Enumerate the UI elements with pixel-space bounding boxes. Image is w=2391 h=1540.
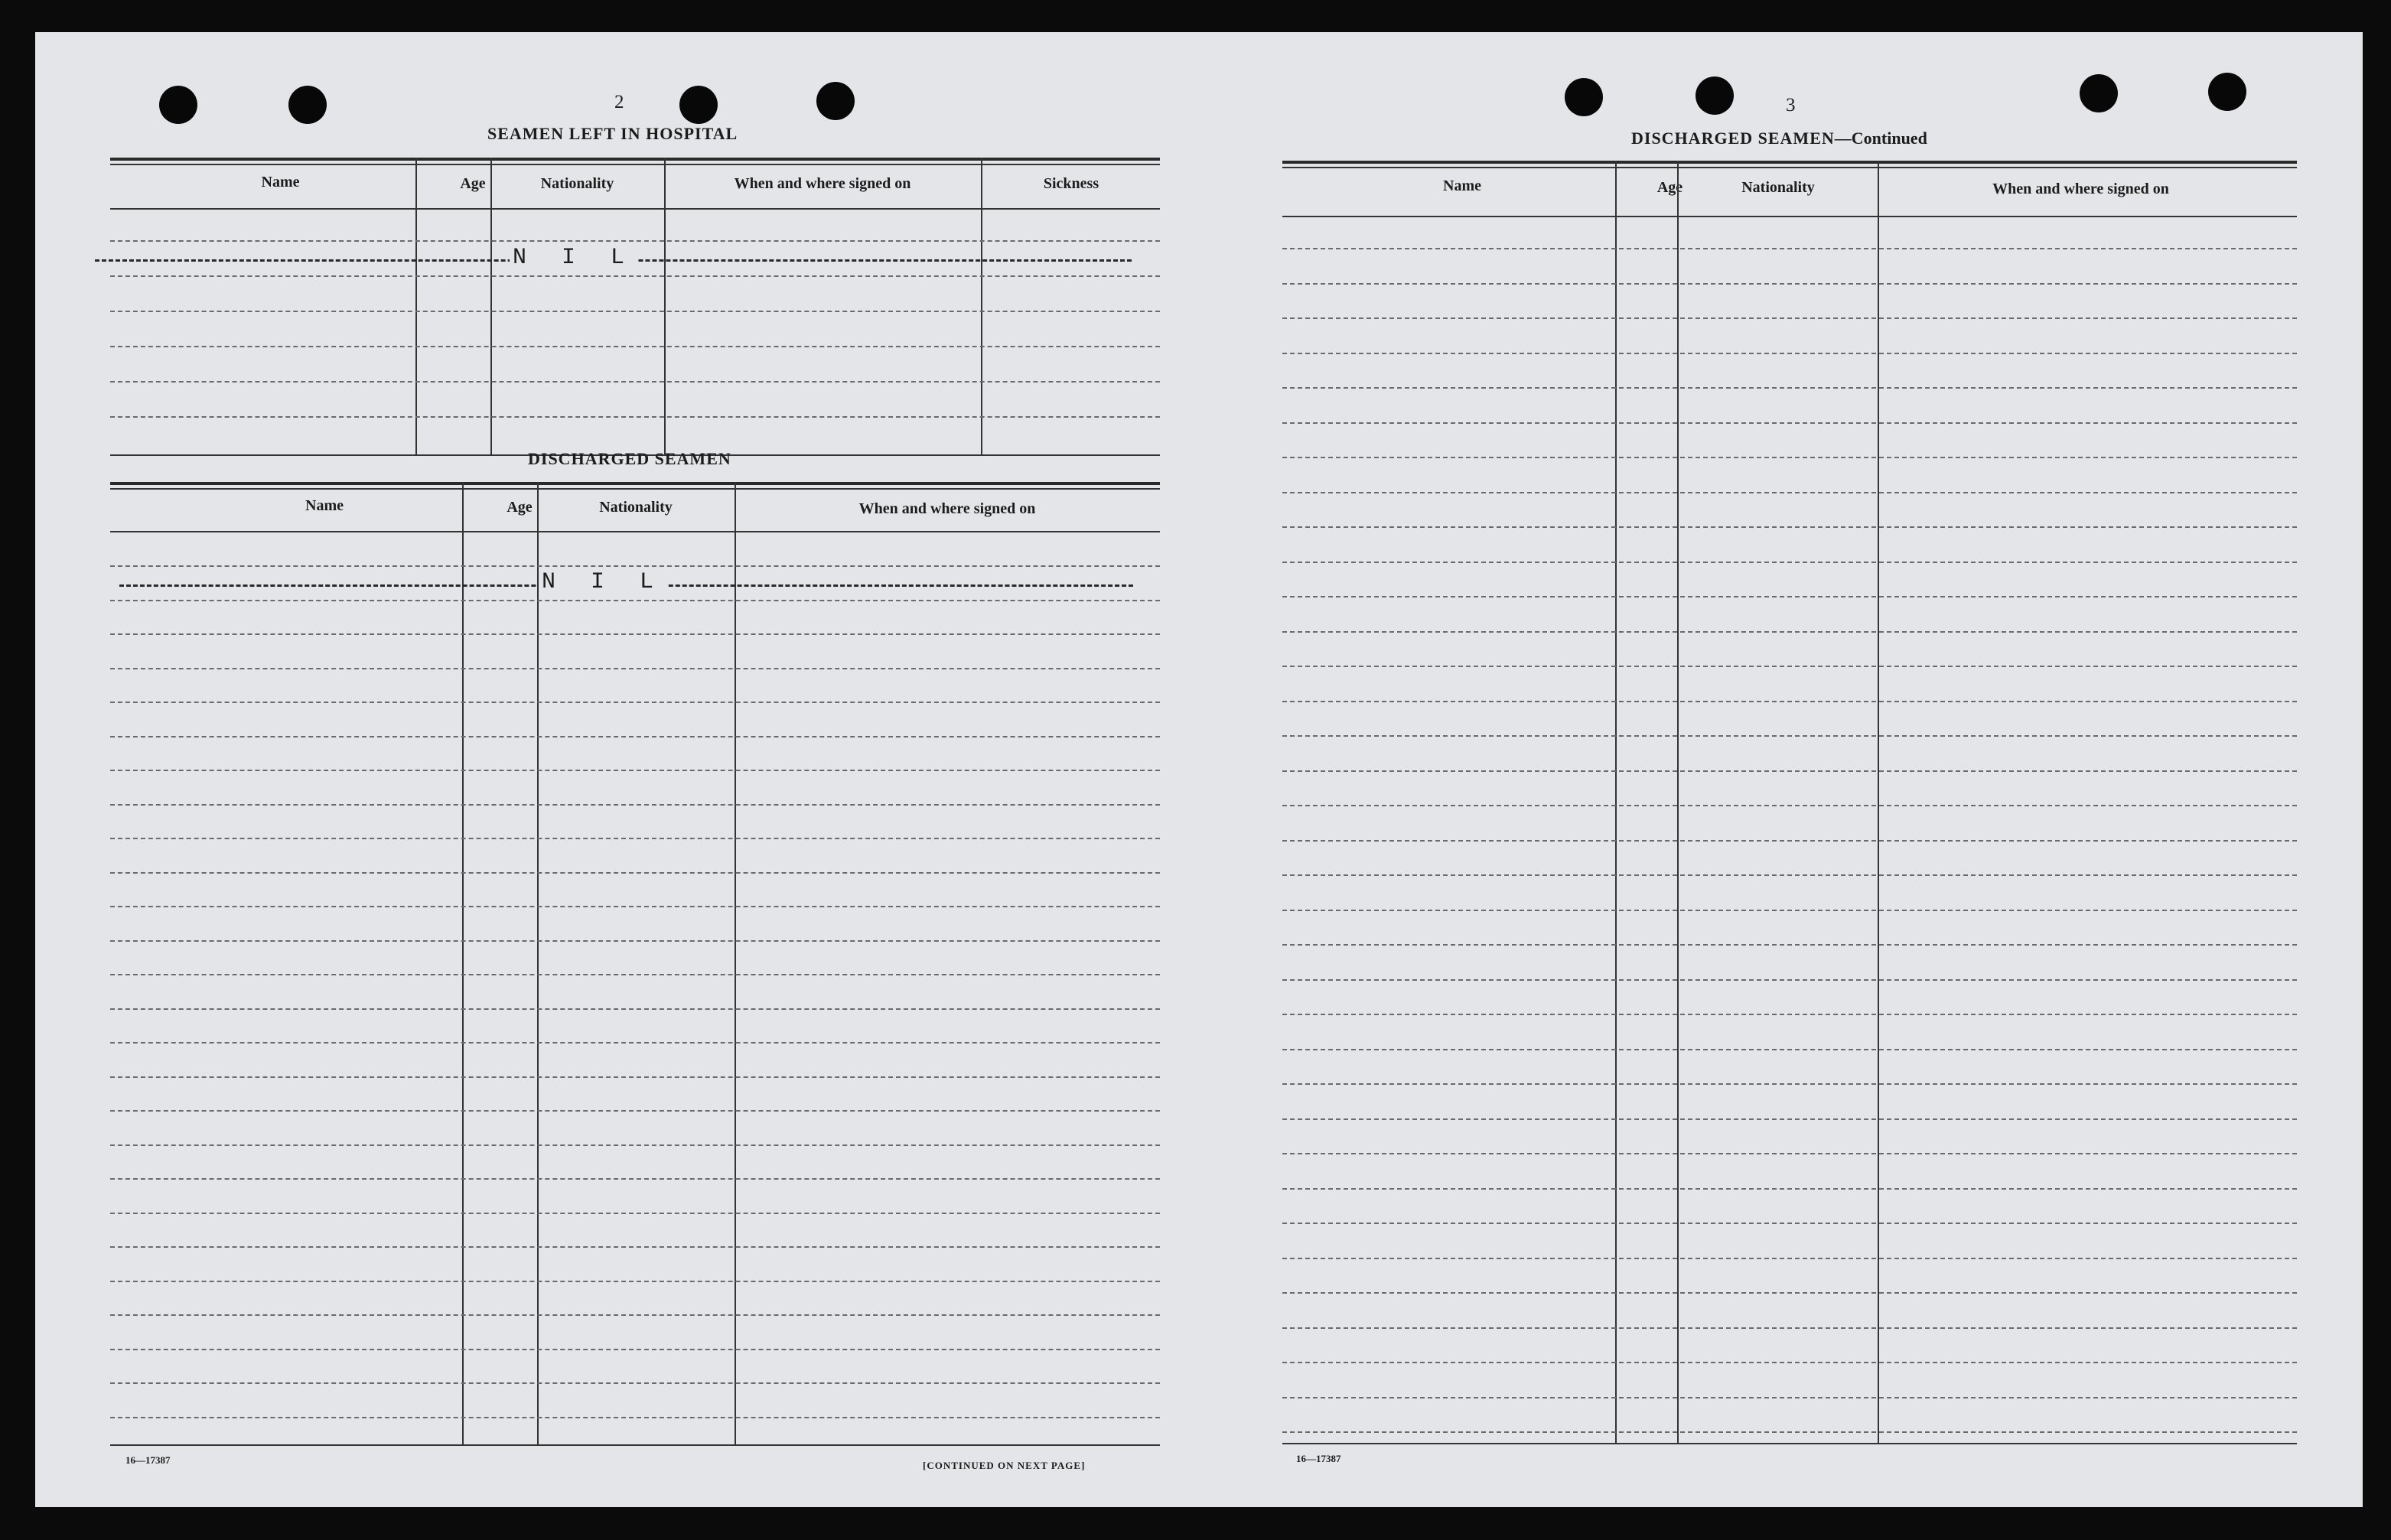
column-header-signed-on: When and where signed on: [858, 500, 1036, 517]
page-right: [1198, 32, 2363, 1507]
table-row: [1282, 526, 2297, 528]
table-row: [1282, 1292, 2297, 1294]
form-number: 16—17387: [125, 1454, 171, 1466]
table-row: [1282, 1014, 2297, 1015]
table-row: [110, 940, 1160, 942]
table-row: [1282, 1327, 2297, 1329]
table-row: [1282, 492, 2297, 493]
table-row: [1282, 1083, 2297, 1085]
table-row: [110, 381, 1160, 383]
table-row: [1282, 387, 2297, 389]
table-row: [110, 346, 1160, 347]
punch-hole: [2208, 73, 2246, 111]
punch-hole: [1565, 78, 1603, 116]
nil-entry: N I L: [539, 569, 667, 595]
table-row: [1282, 1362, 2297, 1363]
table-row: [110, 1178, 1160, 1180]
column-header-sickness: Sickness: [1043, 175, 1099, 192]
table-row: [1282, 701, 2297, 702]
column-header-signed-on: When and where signed on: [1992, 181, 2169, 197]
table-row: [1282, 353, 2297, 354]
punch-hole: [1696, 77, 1734, 115]
discharged-continued-title: DISCHARGED SEAMEN—Continued: [1631, 129, 1927, 148]
punch-hole: [816, 82, 855, 120]
column-header-signed-on: When and where signed on: [734, 175, 911, 192]
table-row: [1282, 910, 2297, 911]
table-row: [1282, 770, 2297, 772]
table-row: [110, 275, 1160, 277]
punch-hole: [159, 86, 197, 124]
table-row: [110, 311, 1160, 312]
table-row: [110, 1314, 1160, 1316]
table-row: [110, 1349, 1160, 1350]
table-row: [110, 974, 1160, 975]
table-row: [1282, 874, 2297, 876]
table-row: [1282, 979, 2297, 981]
table-row: [110, 702, 1160, 703]
table-row: [110, 1417, 1160, 1418]
table-row: [110, 240, 1160, 242]
punch-hole: [2080, 74, 2118, 112]
discharged-section-title: DISCHARGED SEAMEN: [528, 449, 731, 468]
table-row: [110, 838, 1160, 839]
page-number: 2: [614, 92, 624, 112]
punch-hole: [679, 86, 718, 124]
column-header-nationality: Nationality: [540, 175, 614, 192]
table-row: [110, 1008, 1160, 1010]
table-row: [110, 1076, 1160, 1078]
table-row: [110, 1110, 1160, 1112]
table-row: [1282, 1258, 2297, 1259]
table-row: [110, 633, 1160, 635]
table-row: [110, 1281, 1160, 1282]
table-row: [1282, 735, 2297, 737]
column-header-age: Age: [1656, 179, 1683, 196]
table-row: [1282, 317, 2297, 319]
table-row: [110, 668, 1160, 669]
table-row: [110, 736, 1160, 737]
table-row: [1282, 840, 2297, 842]
table-row: [1282, 805, 2297, 806]
table-row: [1282, 666, 2297, 667]
table-row: [110, 770, 1160, 771]
document-sheet: [35, 32, 2363, 1507]
table-row: [110, 906, 1160, 907]
table-row: [1282, 1118, 2297, 1120]
table-row: [110, 1144, 1160, 1146]
form-number: 16—17387: [1296, 1453, 1341, 1464]
column-header-name: Name: [305, 497, 344, 514]
table-row: [1282, 944, 2297, 946]
table-row: [1282, 1431, 2297, 1433]
table-row: [1282, 1188, 2297, 1190]
table-row: [1282, 631, 2297, 633]
table-row: [110, 1246, 1160, 1248]
column-header-age: Age: [507, 499, 533, 516]
table-row: [110, 600, 1160, 601]
table-row: [1282, 283, 2297, 285]
table-row: [1282, 1049, 2297, 1050]
table-row: [110, 416, 1160, 418]
table-row: [110, 1042, 1160, 1043]
table-row: [110, 565, 1160, 567]
table-row: [110, 872, 1160, 874]
column-header-age: Age: [460, 175, 486, 192]
table-row: [1282, 1397, 2297, 1398]
continued-note: [CONTINUED ON NEXT PAGE]: [923, 1460, 1086, 1471]
punch-hole: [288, 86, 327, 124]
table-row: [110, 804, 1160, 806]
table-row: [1282, 422, 2297, 424]
column-header-name: Name: [1443, 177, 1481, 194]
column-header-nationality: Nationality: [599, 499, 673, 516]
column-header-name: Name: [261, 174, 300, 190]
table-row: [1282, 457, 2297, 458]
hospital-section-title: SEAMEN LEFT IN HOSPITAL: [487, 124, 738, 143]
table-row: [1282, 248, 2297, 249]
table-row: [1282, 562, 2297, 563]
table-row: [110, 1382, 1160, 1384]
page-number: 3: [1786, 95, 1796, 116]
page-left: [35, 32, 1198, 1507]
table-row: [1282, 1223, 2297, 1224]
table-row: [1282, 596, 2297, 597]
column-header-nationality: Nationality: [1741, 179, 1815, 196]
table-row: [1282, 1153, 2297, 1154]
nil-entry: N I L: [510, 245, 638, 271]
table-row: [110, 1213, 1160, 1214]
